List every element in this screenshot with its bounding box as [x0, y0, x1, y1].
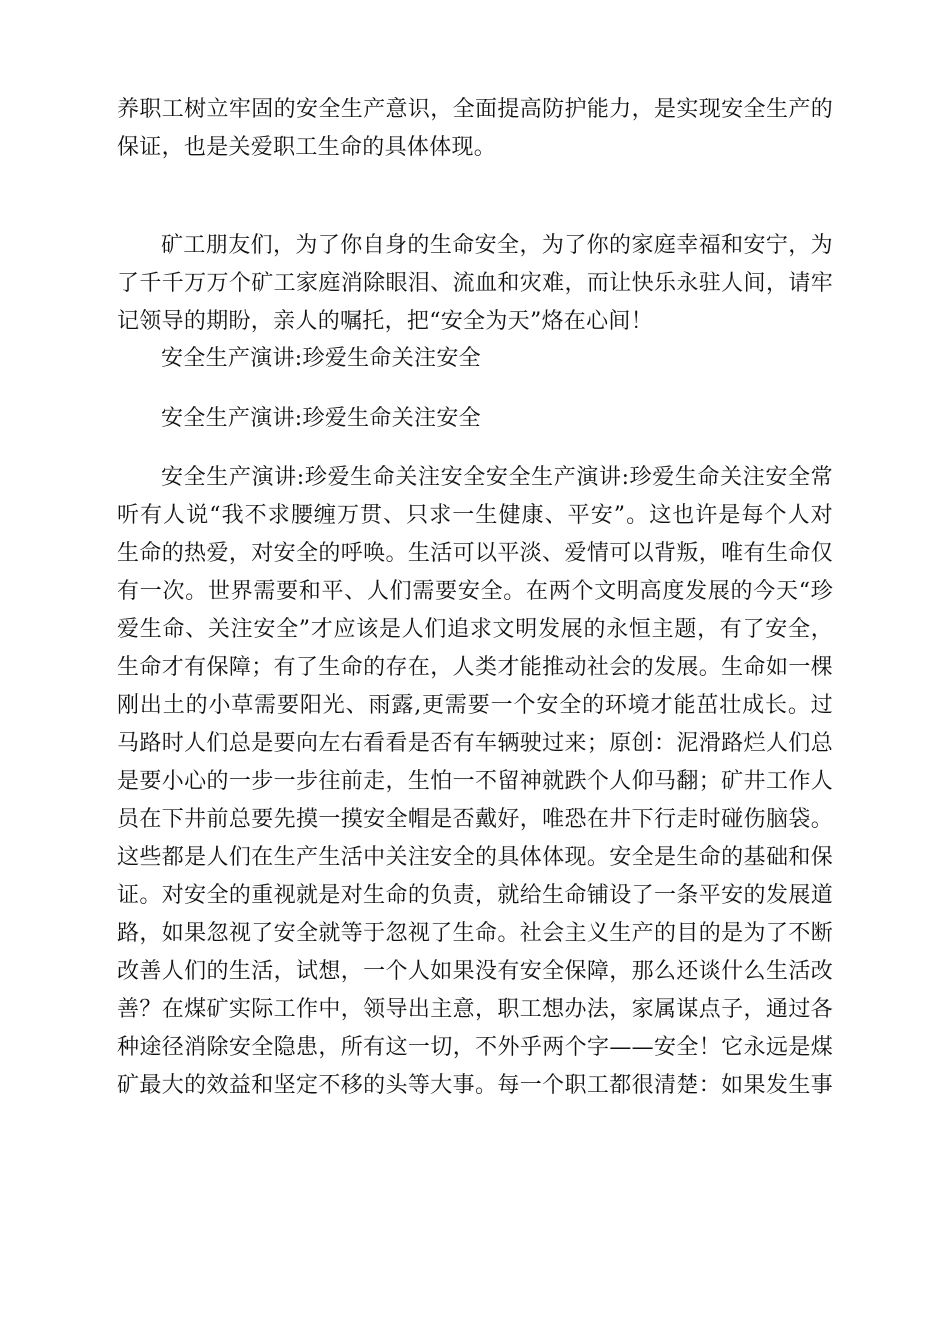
text-line: 改善人们的生活，试想，一个人如果没有安全保障，那么还谈什么生活改 — [117, 959, 833, 984]
text-line: 种途径消除安全隐患，所有这一切，不外乎两个字——安全！它永远是煤 — [117, 1035, 833, 1060]
text-line: 矿工朋友们，为了你自身的生命安全，为了你的家庭幸福和安宁，为 — [161, 233, 833, 258]
text-line: 爱生命、关注安全”才应该是人们追求文明发展的永恒主题，有了安全， — [117, 617, 833, 642]
text-line: 员在下井前总要先摸一摸安全帽是否戴好，唯恐在井下行走时碰伤脑袋。 — [117, 807, 833, 832]
paragraph-1 — [117, 91, 833, 167]
text-line: 这些都是人们在生产生活中关注安全的具体体现。安全是生命的基础和保 — [117, 845, 833, 870]
text-line: 了千千万万个矿工家庭消除眼泪、流血和灾难，而让快乐永驻人间，请牢 — [117, 271, 833, 296]
text-line: 安全生产演讲:珍爱生命关注安全 — [161, 406, 481, 431]
text-line: 证。对安全的重视就是对生命的负责，就给生命铺设了一条平安的发展道 — [117, 883, 833, 908]
text-line: 安全生产演讲:珍爱生命关注安全安全生产演讲:珍爱生命关注安全常 — [161, 465, 833, 490]
text-line: 生命才有保障；有了生命的存在，人类才能推动社会的发展。生命如一棵 — [117, 655, 833, 680]
text-line: 有一次。世界需要和平、人们需要安全。在两个文明高度发展的今天“珍 — [117, 579, 833, 604]
text-line: 马路时人们总是要向左右看看是否有车辆驶过来；原创：泥滑路烂人们总 — [117, 731, 833, 756]
text-line: 听有人说“我不求腰缠万贯、只求一生健康、平安”。这也许是每个人对 — [117, 503, 833, 528]
text-line: 安全生产演讲:珍爱生命关注安全 — [161, 346, 481, 371]
text-line: 刚出土的小草需要阳光、雨露,更需要一个安全的环境才能茁壮成长。过 — [117, 693, 833, 718]
paragraph-5 — [117, 459, 833, 1105]
text-line: 保证，也是关爱职工生命的具体体现。 — [117, 135, 497, 160]
paragraph-2 — [117, 227, 833, 341]
text-line: 记领导的期盼，亲人的嘱托，把“安全为天”烙在心间！ — [117, 309, 653, 334]
text-line: 生命的热爱，对安全的呼唤。生活可以平淡、爱情可以背叛，唯有生命仅 — [117, 541, 833, 566]
paragraph-3 — [117, 340, 833, 378]
text-line: 是要小心的一步一步往前走，生怕一不留神就跌个人仰马翻；矿井工作人 — [117, 769, 833, 794]
text-line: 养职工树立牢固的安全生产意识，全面提高防护能力，是实现安全生产的 — [117, 97, 833, 122]
text-line: 路，如果忽视了安全就等于忽视了生命。社会主义生产的目的是为了不断 — [117, 921, 833, 946]
paragraph-4 — [117, 400, 833, 438]
text-line: 矿最大的效益和坚定不移的头等大事。每一个职工都很清楚：如果发生事 — [117, 1073, 833, 1098]
text-line: 善？在煤矿实际工作中，领导出主意，职工想办法，家属谋点子，通过各 — [117, 997, 833, 1022]
